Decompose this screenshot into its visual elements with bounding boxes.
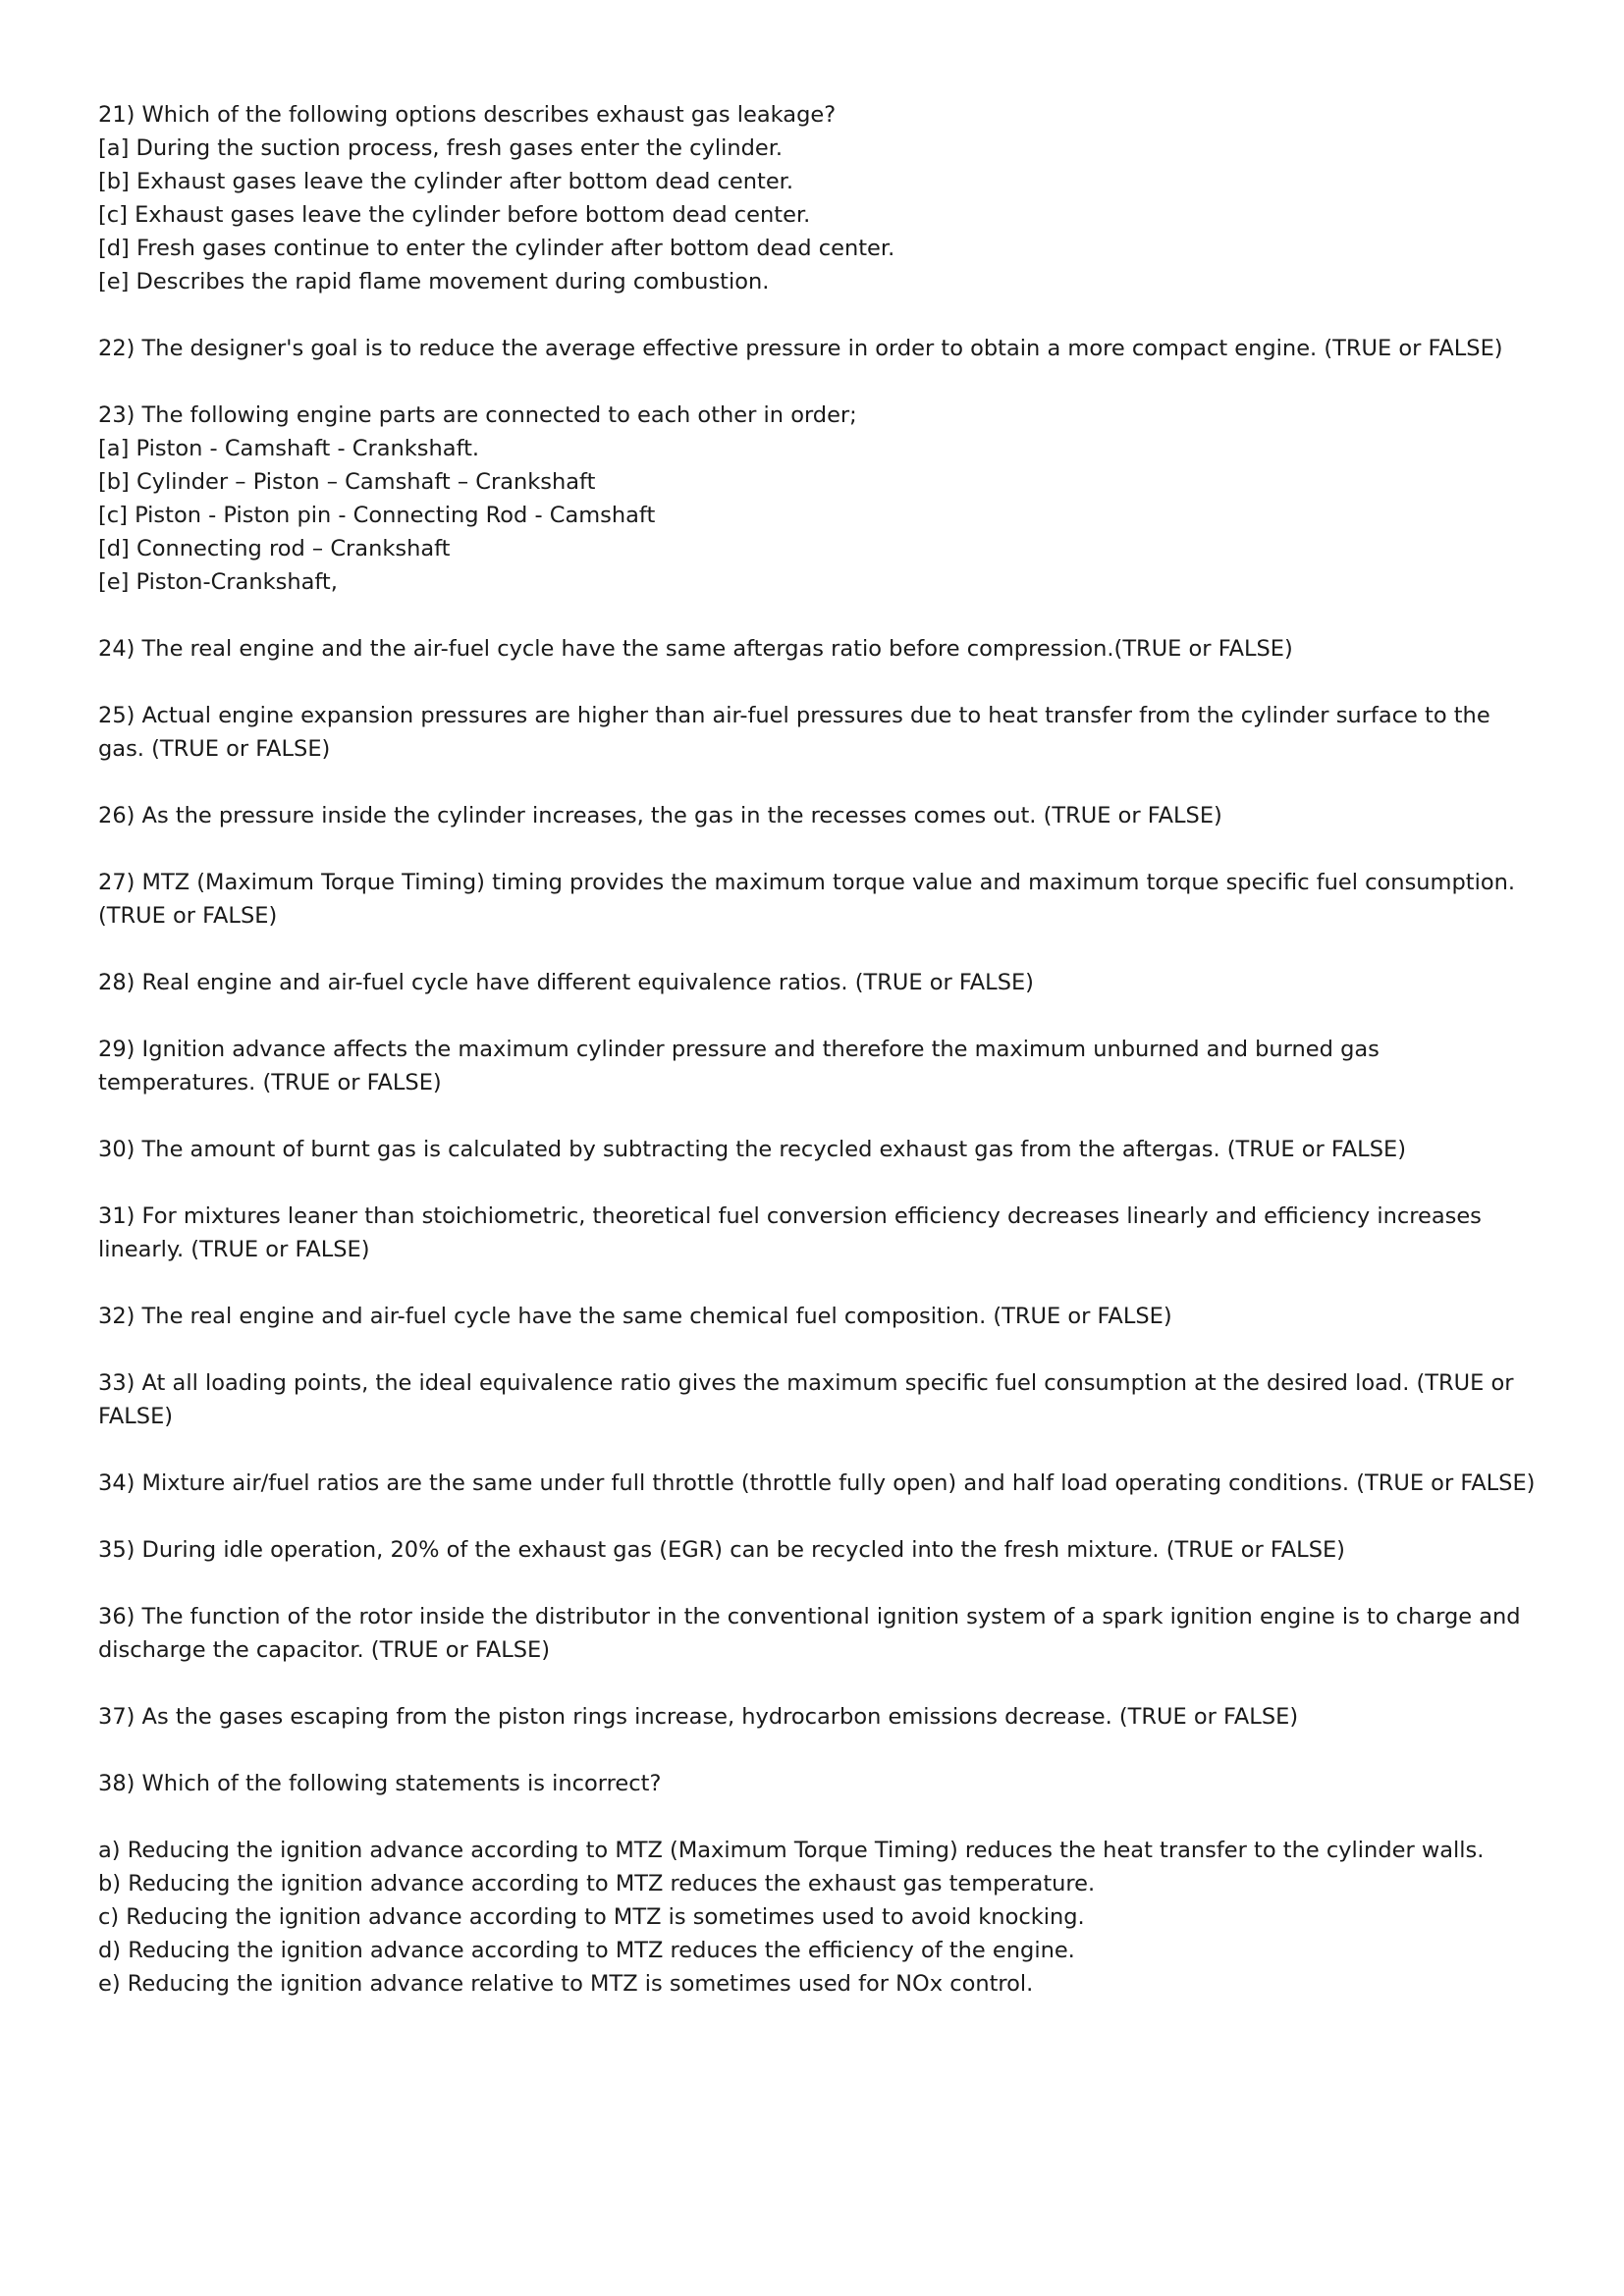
document-page — [98, 98, 1542, 2034]
question-38-option-c: c) Reducing the ignition advance according to MTZ is sometimes used to avoid knocking. — [98, 1904, 1085, 1930]
question-21-option-a: [a] During the suction process, fresh gases enter the cylinder. — [98, 135, 784, 161]
question-37 — [98, 1700, 1542, 1734]
question-38-stem: 38) Which of the following statements is incorrect? — [98, 1771, 662, 1796]
question-31-text: 31) For mixtures leaner than stoichiometric, theoretical fuel conversion efficiency decreases linearly and efficiency increases linearly. (TRUE or FALSE) — [98, 1203, 1482, 1262]
question-23-stem: 23) The following engine parts are connected to each other in order; — [98, 402, 857, 428]
question-38 — [98, 1767, 1542, 2001]
question-31 — [98, 1200, 1542, 1266]
question-21-stem: 21) Which of the following options describes exhaust gas leakage? — [98, 102, 837, 128]
question-24-text: 24) The real engine and the air-fuel cycle have the same aftergas ratio before compression.(TRUE or FALSE) — [98, 636, 1293, 662]
question-38-options — [98, 1834, 1542, 2001]
question-23-option-d: [d] Connecting rod – Crankshaft — [98, 536, 451, 561]
question-28-text: 28) Real engine and air-fuel cycle have different equivalence ratios. (TRUE or FALSE) — [98, 970, 1034, 995]
question-26-text: 26) As the pressure inside the cylinder increases, the gas in the recesses comes out. (TRUE or FALSE) — [98, 803, 1222, 828]
question-29-text: 29) Ignition advance affects the maximum cylinder pressure and therefore the maximum unburned and burned gas temperatures. (TRUE or FALSE) — [98, 1037, 1380, 1095]
question-26 — [98, 799, 1542, 832]
question-22-text: 22) The designer's goal is to reduce the average effective pressure in order to obtain a more compact engine. (TRUE or FALSE) — [98, 336, 1503, 361]
question-28 — [98, 966, 1542, 999]
question-23-option-b: [b] Cylinder – Piston – Camshaft – Crankshaft — [98, 469, 596, 495]
question-21-option-b: [b] Exhaust gases leave the cylinder after bottom dead center. — [98, 169, 794, 194]
question-38-option-d: d) Reducing the ignition advance according to MTZ reduces the efficiency of the engine. — [98, 1938, 1075, 1963]
question-27 — [98, 866, 1542, 933]
question-21 — [98, 98, 1542, 298]
question-22 — [98, 332, 1542, 365]
question-23-option-c: [c] Piston - Piston pin - Connecting Rod - Camshaft — [98, 503, 656, 528]
question-30 — [98, 1133, 1542, 1166]
question-23-option-a: [a] Piston - Camshaft - Crankshaft. — [98, 436, 480, 461]
question-38-option-b: b) Reducing the ignition advance according to MTZ reduces the exhaust gas temperature. — [98, 1871, 1096, 1896]
question-33-text: 33) At all loading points, the ideal equivalence ratio gives the maximum specific fuel consumption at the desired load. (TRUE or FALSE) — [98, 1370, 1514, 1429]
question-25 — [98, 699, 1542, 766]
question-24 — [98, 632, 1542, 666]
question-32 — [98, 1300, 1542, 1333]
question-21-option-c: [c] Exhaust gases leave the cylinder before bottom dead center. — [98, 202, 811, 228]
question-34 — [98, 1467, 1542, 1500]
question-23-option-e: [e] Piston-Crankshaft, — [98, 569, 338, 595]
question-32-text: 32) The real engine and air-fuel cycle have the same chemical fuel composition. (TRUE or FALSE) — [98, 1304, 1172, 1329]
question-38-option-e: e) Reducing the ignition advance relative to MTZ is sometimes used for NOx control. — [98, 1971, 1034, 1997]
question-35 — [98, 1533, 1542, 1567]
question-38-option-a: a) Reducing the ignition advance according to MTZ (Maximum Torque Timing) reduces the heat transfer to the cylinder walls. — [98, 1838, 1485, 1863]
question-23 — [98, 399, 1542, 599]
question-25-text: 25) Actual engine expansion pressures are higher than air-fuel pressures due to heat transfer from the cylinder surface to the gas. (TRUE or FALSE) — [98, 703, 1490, 762]
question-33 — [98, 1366, 1542, 1433]
question-27-text: 27) MTZ (Maximum Torque Timing) timing provides the maximum torque value and maximum torque specific fuel consumption. (TRUE or FALSE) — [98, 870, 1515, 929]
question-30-text: 30) The amount of burnt gas is calculated by subtracting the recycled exhaust gas from the aftergas. (TRUE or FALSE) — [98, 1137, 1406, 1162]
question-21-option-d: [d] Fresh gases continue to enter the cylinder after bottom dead center. — [98, 236, 895, 261]
question-21-option-e: [e] Describes the rapid flame movement during combustion. — [98, 269, 770, 294]
question-36-text: 36) The function of the rotor inside the distributor in the conventional ignition system of a spark ignition engine is to charge and discharge the capacitor. (TRUE or FALSE) — [98, 1604, 1521, 1663]
question-34-text: 34) Mixture air/fuel ratios are the same under full throttle (throttle fully open) and half load operating conditions. (TRUE or FALSE) — [98, 1470, 1536, 1496]
question-37-text: 37) As the gases escaping from the piston rings increase, hydrocarbon emissions decrease. (TRUE or FALSE) — [98, 1704, 1299, 1730]
question-35-text: 35) During idle operation, 20% of the exhaust gas (EGR) can be recycled into the fresh mixture. (TRUE or FALSE) — [98, 1537, 1345, 1563]
question-29 — [98, 1033, 1542, 1099]
question-36 — [98, 1600, 1542, 1667]
